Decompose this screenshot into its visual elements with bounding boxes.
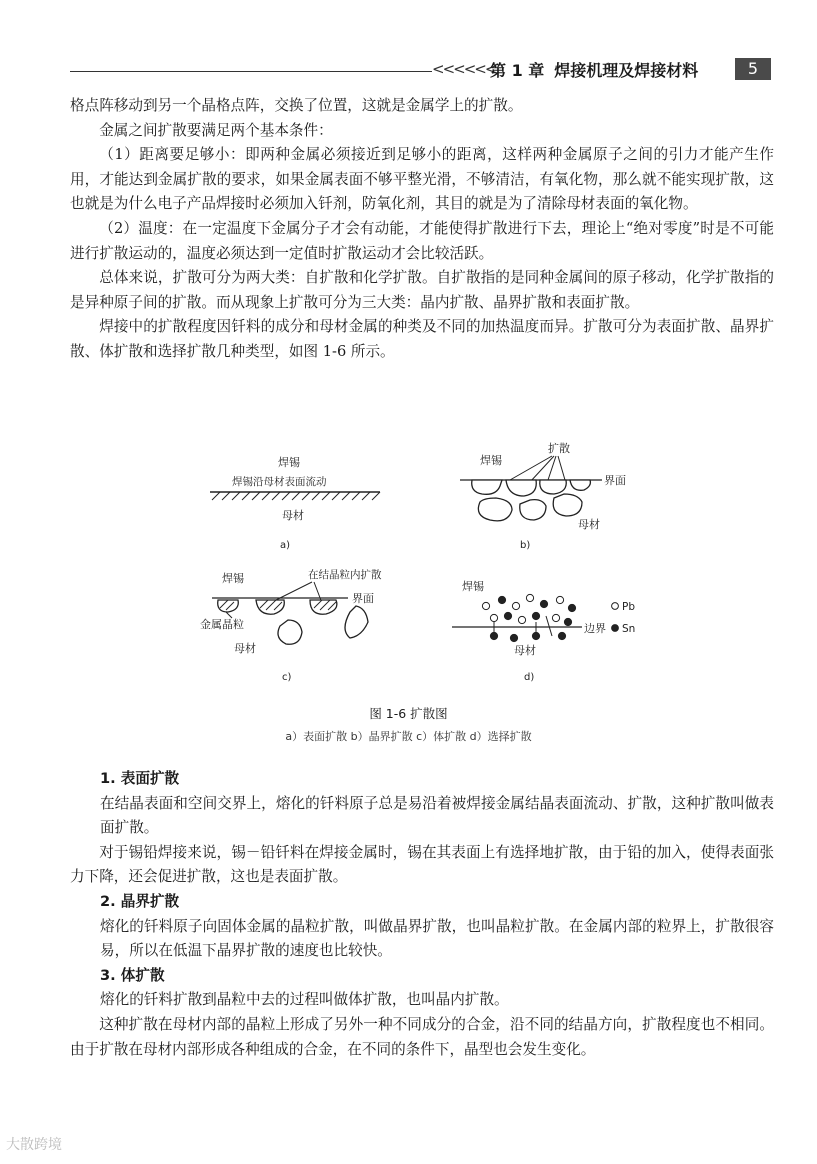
panel-b-interface: 界面 bbox=[604, 474, 626, 487]
paragraph: 熔化的钎料原子向固体金属的晶粒扩散，叫做晶界扩散，也叫晶粒扩散。在金属内部的粒界上，扩散很容易，所以在低温下晶界扩散的速度也比较快。 bbox=[100, 917, 774, 960]
page-number: 5 bbox=[735, 58, 771, 80]
chapter-heading bbox=[490, 58, 698, 81]
panel-b-grains bbox=[472, 480, 591, 521]
panel-a-solder: 焊锡 bbox=[278, 456, 300, 469]
panel-b-base: 母材 bbox=[578, 518, 600, 531]
body-text-upper bbox=[70, 94, 774, 365]
paragraph: 对于锡铅焊接来说，锡－铅钎料在焊接金属时，锡在其表面上有选择地扩散，由于铅的加入，使得表面张力下降，还会促进扩散，这也是表面扩散。 bbox=[70, 843, 774, 886]
panel-a-base: 母材 bbox=[282, 509, 304, 522]
chapter-number: 第 1 章 bbox=[490, 61, 545, 80]
section-heading-grain-boundary: 2. 晶界扩散 bbox=[100, 892, 180, 910]
panel-c-base: 母材 bbox=[234, 642, 256, 655]
paragraph: 总体来说，扩散可分为两大类：自扩散和化学扩散。自扩散指的是同种金属间的原子移动，化学扩散指的是异种原子间的扩散。而从现象上扩散可分为三大类：晶内扩散、晶界扩散和表面扩散。 bbox=[70, 269, 774, 311]
panel-d-base: 母材 bbox=[514, 644, 536, 657]
watermark: 大散跨境 bbox=[6, 1137, 62, 1153]
panel-a-label: a) bbox=[280, 540, 291, 551]
panel-a-hatching bbox=[212, 492, 380, 500]
panel-b-label: b) bbox=[520, 540, 531, 551]
panel-d-sn: Sn bbox=[622, 623, 636, 635]
panel-b-solder: 焊锡 bbox=[480, 454, 502, 467]
paragraph: （1）距离要足够小：即两种金属必须接近到足够小的距离，这样两种金属原子之间的引力才能产生作用，才能达到金属扩散的要求，如果金属表面不够平整光滑，不够清洁，有氧化物，那么就不能实现扩散，这也就是为什么电子产品焊接时必须加入钎剂，防氧化剂，其目的就是为了清除母材表面的氧化物。 bbox=[70, 146, 774, 213]
panel-d-atoms bbox=[482, 594, 575, 641]
panel-a-flow-label: 焊锡沿母材表面流动 bbox=[232, 476, 327, 488]
panel-c bbox=[200, 568, 382, 683]
panel-d-label: d) bbox=[524, 672, 535, 683]
paragraph: 这种扩散在母材内部的晶粒上形成了另外一种不同成分的合金，沿不同的结晶方向，扩散程度也不相同。由于扩散在母材内部形成各种组成的合金，在不同的条件下，晶型也会发生变化。 bbox=[70, 1015, 774, 1058]
panel-d-pb: Pb bbox=[622, 601, 635, 613]
section-heading-surface: 1. 表面扩散 bbox=[100, 770, 180, 787]
panel-d-boundary: 边界 bbox=[584, 622, 606, 635]
panel-d-pb-legend-dot bbox=[612, 603, 619, 610]
figure-1-6 bbox=[190, 440, 640, 690]
panel-b-diffusion: 扩散 bbox=[548, 442, 570, 455]
header-arrows: <<<<<< bbox=[432, 60, 496, 78]
panel-a bbox=[210, 455, 380, 551]
chapter-title: 焊接机理及焊接材料 bbox=[554, 61, 699, 80]
paragraph: 金属之间扩散要满足两个基本条件： bbox=[99, 121, 333, 139]
paragraph-continued: 格点阵移动到另一个晶格点阵，交换了位置，这就是金属学上的扩散。 bbox=[70, 97, 523, 114]
body-text-lower bbox=[70, 767, 774, 1062]
panel-c-grain: 金属晶粒 bbox=[200, 618, 244, 631]
panel-b bbox=[460, 441, 626, 551]
paragraph: 熔化的钎料扩散到晶粒中去的过程叫做体扩散，也叫晶内扩散。 bbox=[100, 991, 509, 1009]
running-header bbox=[70, 58, 770, 82]
paragraph: 在结晶表面和空间交界上，熔化的钎料原子总是易沿着被焊接金属结晶表面流动、扩散，这种扩散叫做表面扩散。 bbox=[100, 794, 774, 837]
panel-c-grain-diffusion: 在结晶粒内扩散 bbox=[308, 569, 382, 581]
panel-d bbox=[452, 579, 635, 683]
panel-b-pointer-lines bbox=[510, 456, 565, 482]
panel-d-solder: 焊锡 bbox=[462, 580, 484, 593]
panel-c-interface: 界面 bbox=[352, 592, 374, 605]
diffusion-diagram bbox=[190, 440, 640, 690]
panel-c-label: c) bbox=[282, 672, 292, 683]
paragraph: （2）温度：在一定温度下金属分子才会有动能，才能使得扩散进行下去，理论上“绝对零度”时是不可能进行扩散运动的，温度必须达到一定值时扩散运动才会比较活跃。 bbox=[70, 219, 774, 262]
figure-subcaption: a）表面扩散 b）晶界扩散 c）体扩散 d）选择扩散 bbox=[285, 730, 532, 743]
panel-d-sn-legend-dot bbox=[612, 625, 619, 632]
panel-c-solder: 焊锡 bbox=[222, 572, 244, 585]
header-rule bbox=[70, 71, 432, 72]
paragraph: 焊接中的扩散程度因钎料的成分和母材金属的种类及不同的加热温度而异。扩散可分为表面扩散、晶界扩散、体扩散和选择扩散几种类型，如图 1-6 所示。 bbox=[70, 318, 774, 360]
figure-caption: 图 1-6 扩散图 bbox=[369, 706, 448, 721]
section-heading-volume: 3. 体扩散 bbox=[100, 966, 165, 984]
